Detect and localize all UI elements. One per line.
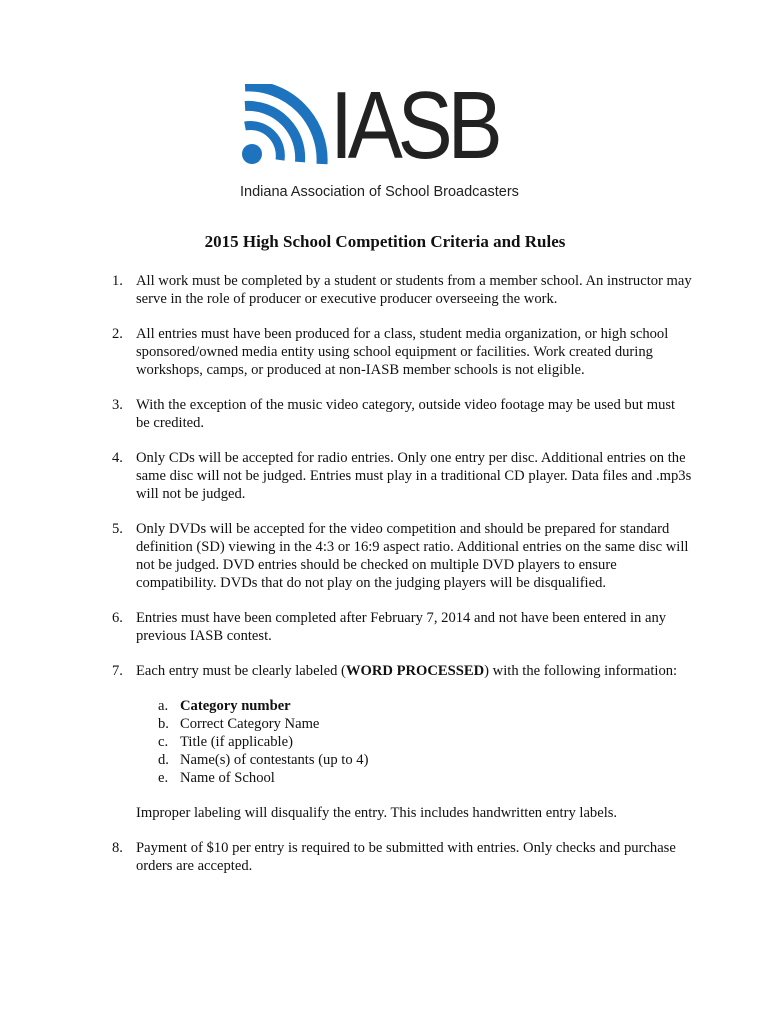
logo-subtitle: Indiana Association of School Broadcasters	[240, 184, 519, 200]
rule-number: 3.	[112, 397, 123, 413]
rule-text: All entries must have been produced for a class, student media organization, or high school sponsored/owned media entity using school equipment or facilities. Work created during workshops, camps, or produced at non-IASB member schools is not eligible.	[136, 326, 669, 378]
list-letter: a.	[158, 698, 169, 714]
rule-number: 1.	[112, 273, 123, 289]
rule-text-post: ) with the following information:	[484, 663, 678, 679]
list-text: Title (if applicable)	[180, 734, 293, 750]
rule-text: Payment of $10 per entry is required to be submitted with entries. Only checks and purchase orders are accepted.	[136, 840, 676, 874]
rules-list	[112, 272, 692, 892]
list-text: Name of School	[180, 770, 275, 786]
rule-number: 6.	[112, 610, 123, 626]
list-text: Correct Category Name	[180, 716, 320, 732]
list-item	[158, 769, 692, 787]
rule-text: All work must be completed by a student or students from a member school. An instructor may serve in the role of producer or executive producer overseeing the work.	[136, 273, 692, 307]
rule-item	[112, 272, 692, 308]
labeling-note: Improper labeling will disqualify the entry. This includes handwritten entry labels.	[136, 805, 618, 821]
list-letter: e.	[158, 770, 169, 786]
list-letter: c.	[158, 734, 169, 750]
iasb-logo	[240, 72, 530, 204]
list-item	[158, 697, 692, 715]
rule-item	[112, 396, 692, 432]
list-letter: b.	[158, 716, 169, 732]
rule-text-bold: WORD PROCESSED	[345, 663, 485, 679]
list-letter: d.	[158, 752, 169, 768]
logo-letters: IASB	[330, 72, 498, 179]
label-requirements-list	[158, 697, 692, 787]
rule-number: 4.	[112, 450, 123, 466]
list-text: Category number	[180, 698, 291, 714]
list-text: Name(s) of contestants (up to 4)	[180, 752, 369, 768]
rule-number: 7.	[112, 663, 123, 679]
rule-number: 8.	[112, 840, 123, 856]
rule-text: Only CDs will be accepted for radio entries. Only one entry per disc. Additional entries on the same disc will not be judged. Entries must play in a traditional CD player. Data files and .mp3s will not be judged.	[136, 450, 692, 502]
rule-item	[112, 520, 692, 592]
rule-item	[112, 609, 692, 645]
list-item	[158, 715, 692, 733]
rule-text: With the exception of the music video category, outside video footage may be used but must be credited.	[136, 397, 676, 431]
rule-item	[112, 449, 692, 503]
rule-text-pre: Each entry must be clearly labeled (	[136, 663, 346, 679]
list-item	[158, 751, 692, 769]
rule-text: Only DVDs will be accepted for the video competition and should be prepared for standard definition (SD) viewing in the 4:3 or 16:9 aspect ratio. Additional entries on the same disc will not be judged. DVD entries should be checked on multiple DVD players to ensure compatibility. DVDs that do not play on the judging players will be disqualified.	[136, 521, 689, 591]
rule-number: 5.	[112, 521, 123, 537]
page-title: 2015 High School Competition Criteria and Rules	[204, 232, 566, 251]
rule-item	[112, 325, 692, 379]
rule-item	[112, 839, 692, 875]
rule-item-labeling	[112, 662, 692, 822]
rule-text: Entries must have been completed after February 7, 2014 and not have been entered in any previous IASB contest.	[136, 610, 667, 644]
rule-number: 2.	[112, 326, 123, 342]
list-item	[158, 733, 692, 751]
